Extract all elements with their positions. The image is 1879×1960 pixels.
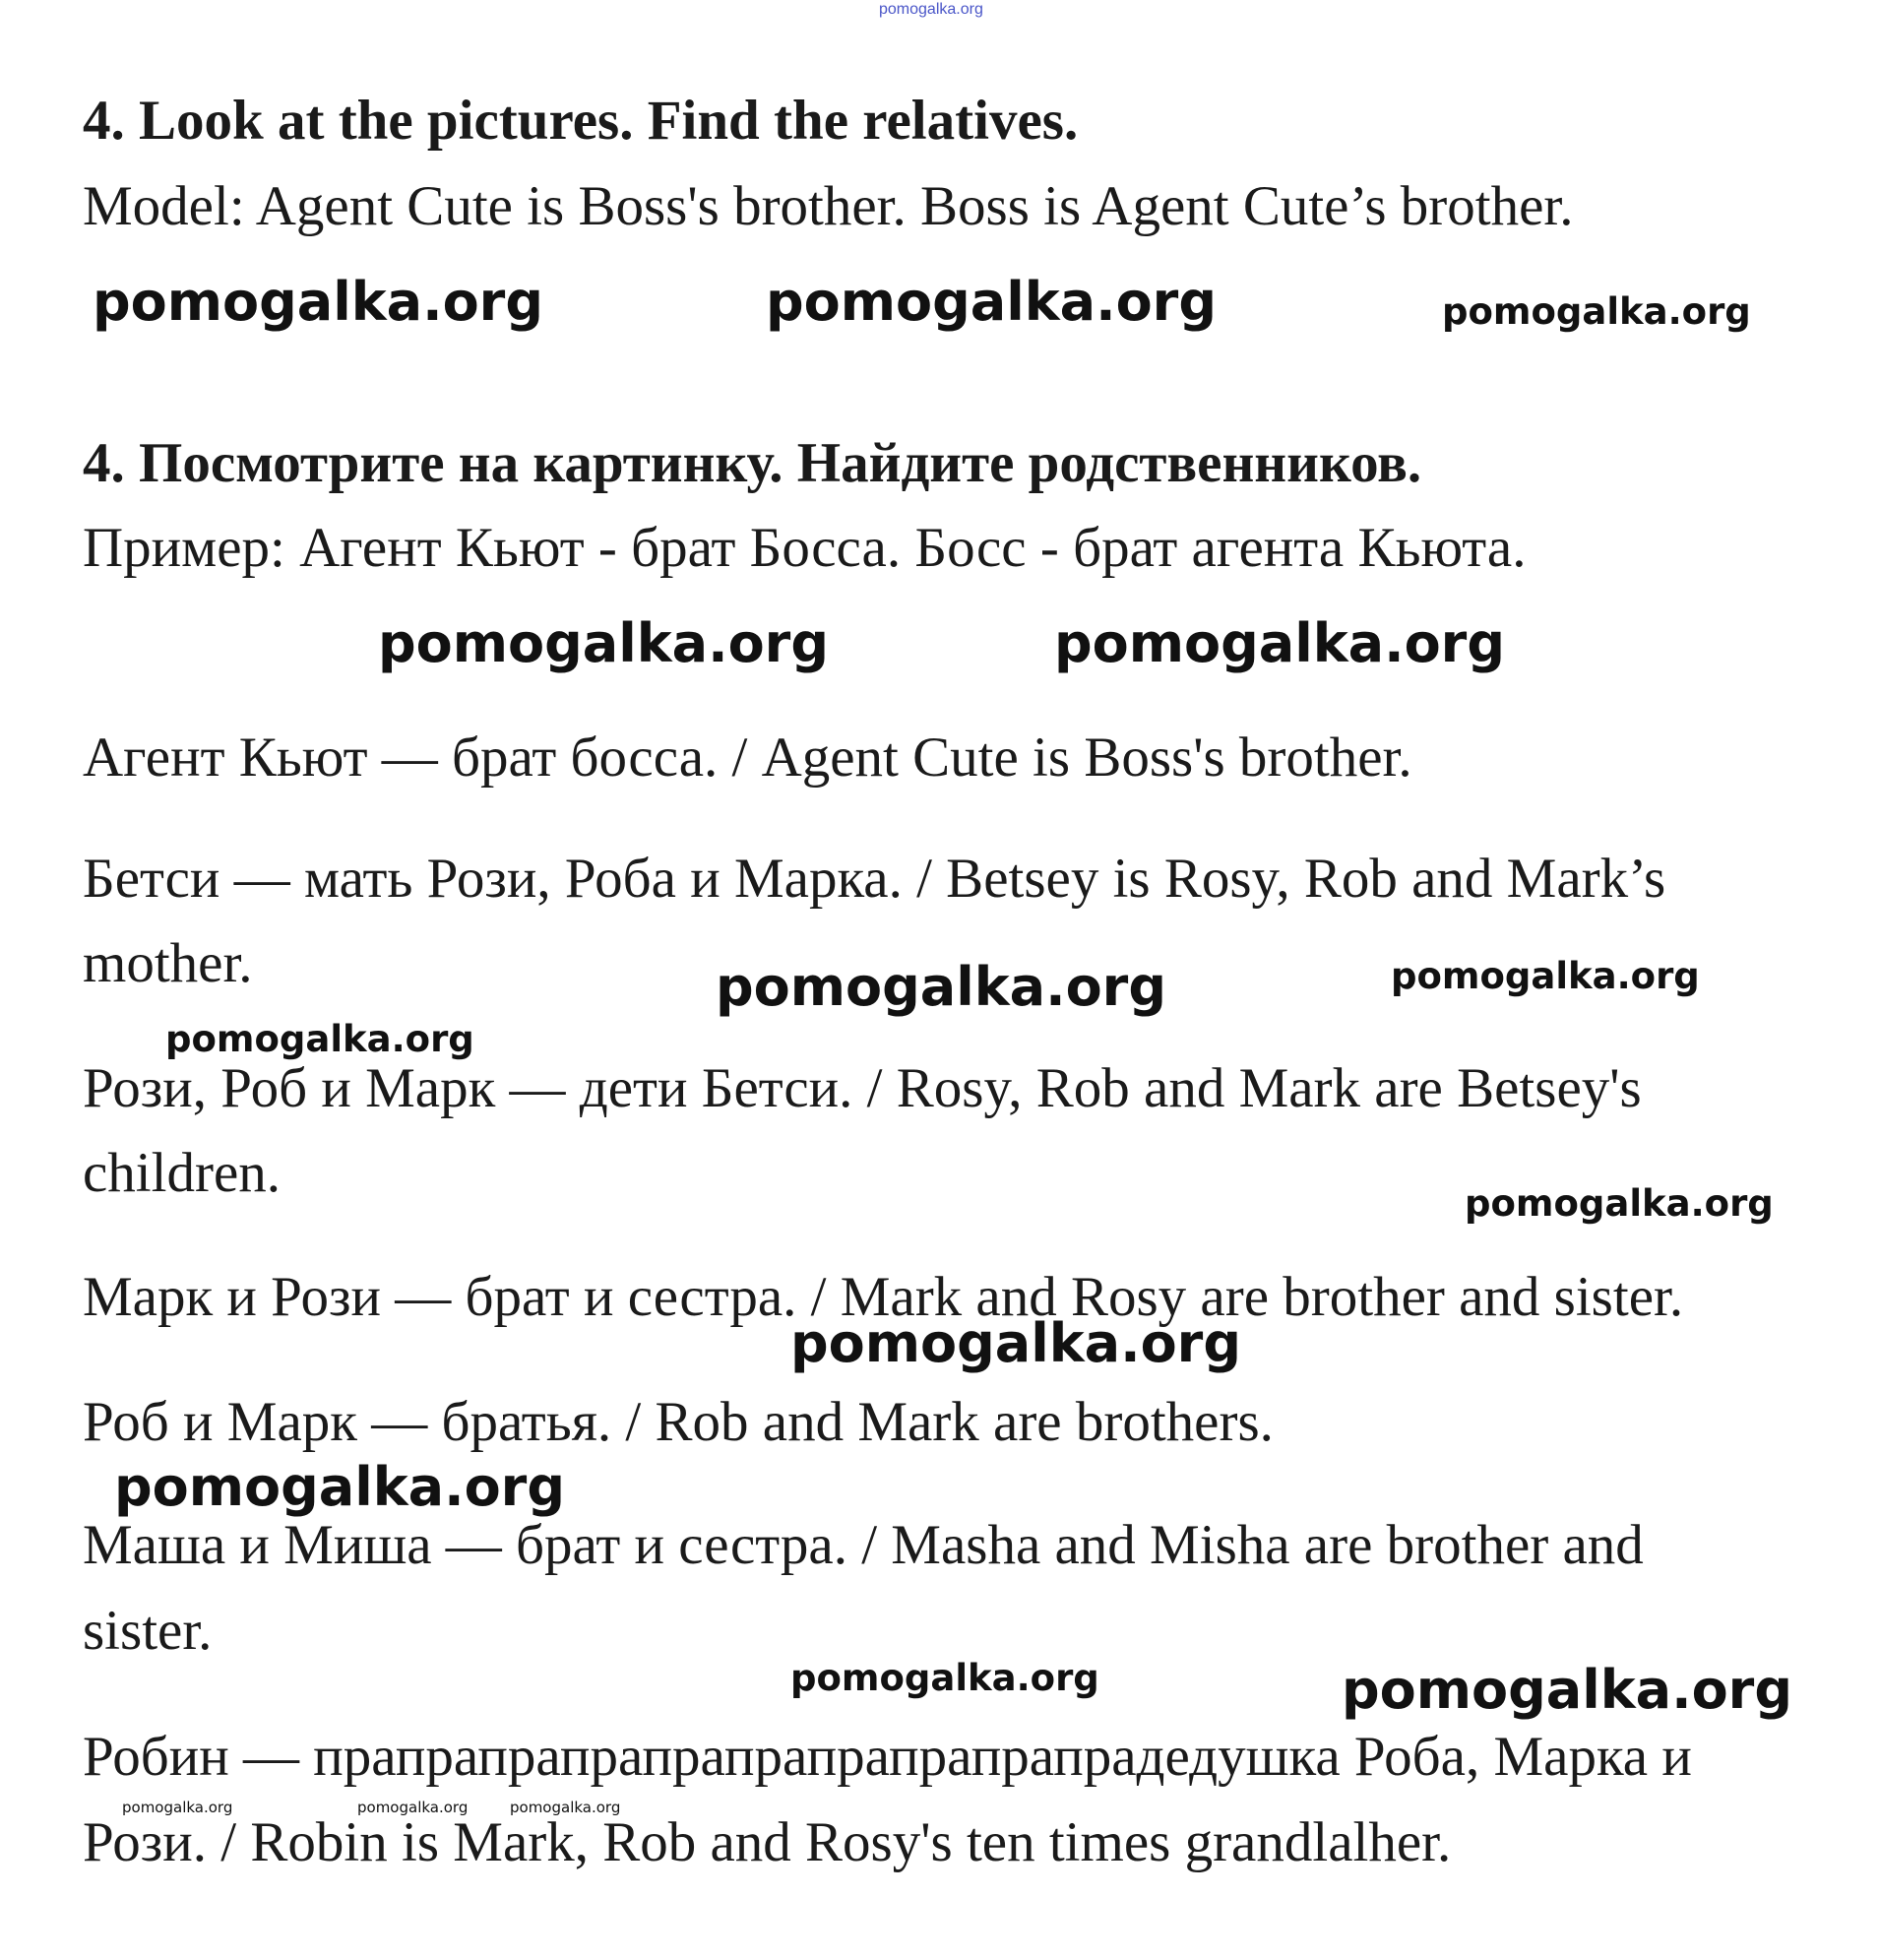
- answer-line: Рози, Роб и Марк — дети Бетси. / Rosy, Rob and Mark are Betsey's: [83, 1057, 1642, 1119]
- watermark: pomogalka.org: [165, 1018, 474, 1060]
- watermark: pomogalka.org: [1342, 1659, 1792, 1721]
- watermark: pomogalka.org: [1465, 1182, 1774, 1225]
- watermark: pomogalka.org: [1442, 290, 1751, 333]
- watermark: pomogalka.org: [1054, 612, 1505, 674]
- english-heading: 4. Look at the pictures. Find the relatives.: [83, 90, 1079, 152]
- answer-line: Марк и Рози — брат и сестра. / Mark and Rosy are brother and sister.: [83, 1266, 1684, 1328]
- answer-line: children.: [83, 1142, 282, 1204]
- watermark: pomogalka.org: [378, 612, 829, 674]
- watermark: pomogalka.org: [716, 956, 1166, 1018]
- answer-line: sister.: [83, 1600, 213, 1662]
- watermark: pomogalka.org: [93, 271, 543, 333]
- watermark: pomogalka.org: [114, 1456, 565, 1518]
- answer-line: Маша и Миша — брат и сестра. / Masha and Misha are brother and: [83, 1514, 1644, 1576]
- watermark-top: pomogalka.org: [879, 1, 983, 18]
- english-model: Model: Agent Cute is Boss's brother. Boss is Agent Cute’s brother.: [83, 175, 1574, 237]
- answer-line: Бетси — мать Рози, Роба и Марка. / Betsey is Rosy, Rob and Mark’s: [83, 848, 1666, 910]
- answer-line: Робин — прапрапрапрапрапрапрапрапрапрадедушка Роба, Марка и: [83, 1726, 1692, 1788]
- watermark: pomogalka.org: [357, 1799, 469, 1816]
- russian-heading: 4. Посмотрите на картинку. Найдите родственников.: [83, 432, 1422, 494]
- watermark: pomogalka.org: [122, 1799, 233, 1816]
- answer-line: Рози. / Robin is Mark, Rob and Rosy's ten times grandlalher.: [83, 1811, 1452, 1873]
- watermark: pomogalka.org: [510, 1799, 621, 1816]
- answer-line: Агент Кьют — брат босса. / Agent Cute is Boss's brother.: [83, 727, 1412, 789]
- watermark: pomogalka.org: [766, 271, 1217, 333]
- watermark: pomogalka.org: [790, 1657, 1099, 1699]
- answer-line: Роб и Марк — братья. / Rob and Mark are brothers.: [83, 1391, 1274, 1453]
- russian-model: Пример: Агент Кьют - брат Босса. Босс - брат агента Кьюта.: [83, 517, 1527, 579]
- watermark: pomogalka.org: [790, 1312, 1241, 1374]
- answer-line: mother.: [83, 932, 253, 994]
- watermark: pomogalka.org: [1391, 955, 1700, 997]
